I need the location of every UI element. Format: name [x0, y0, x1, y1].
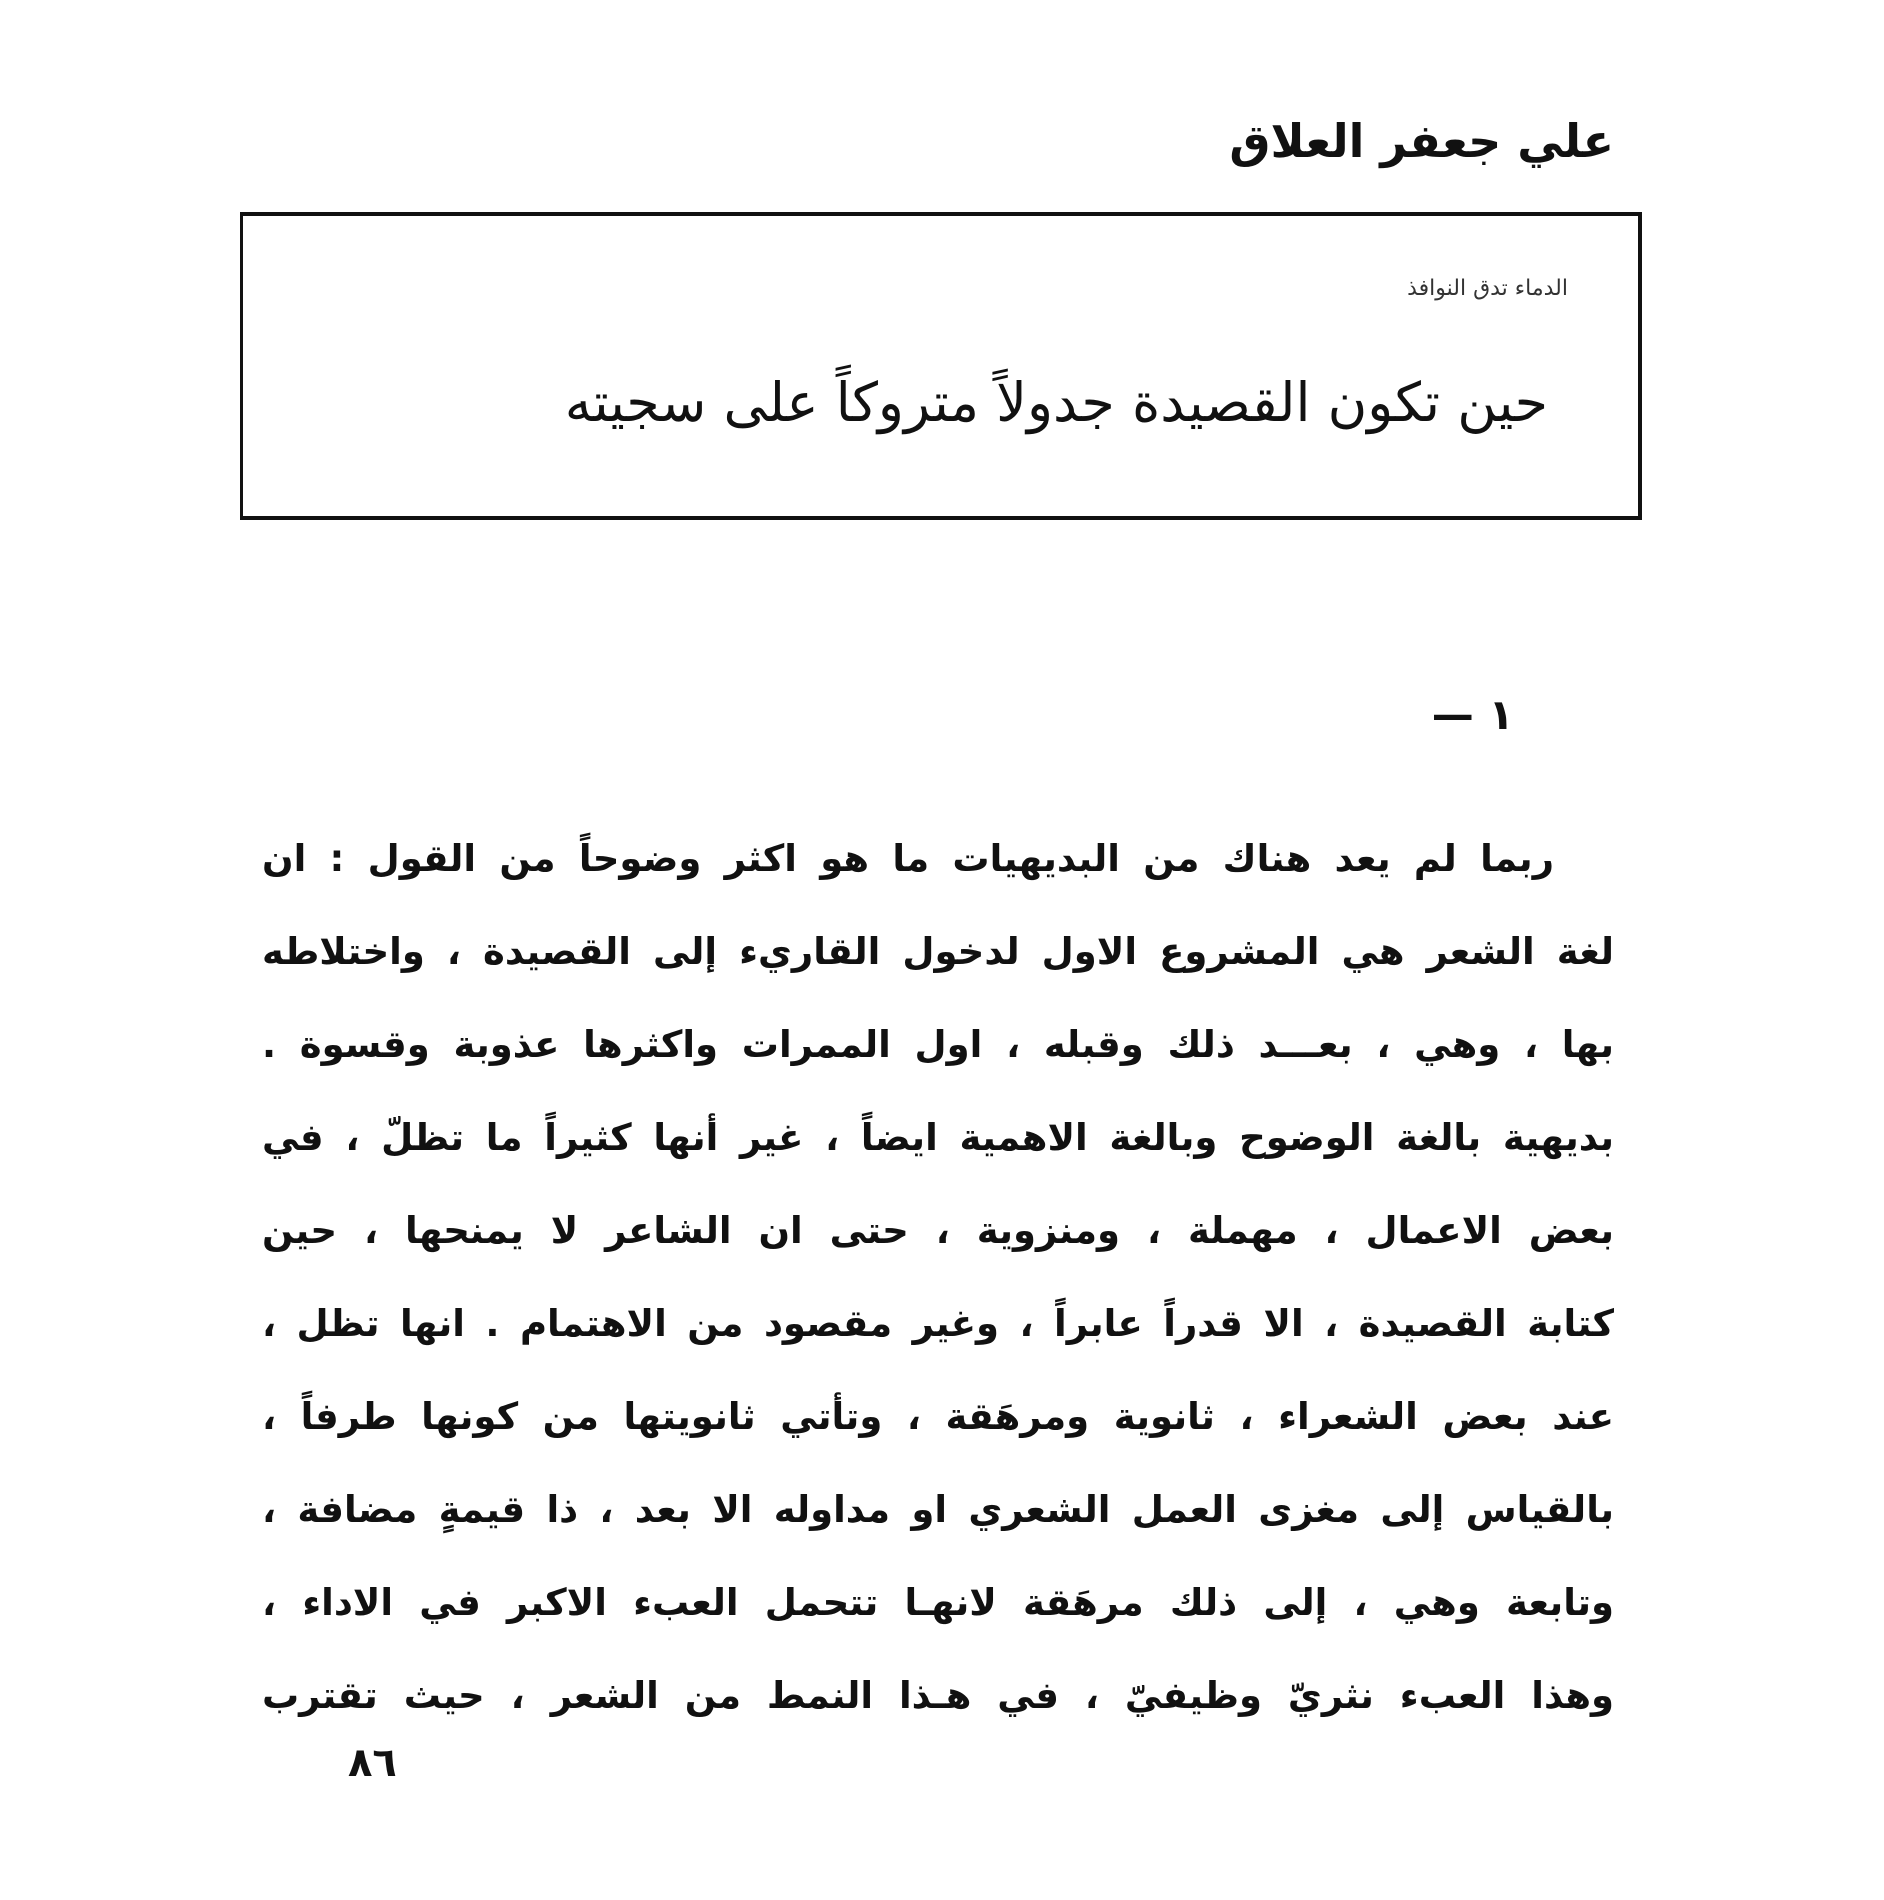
section-number: ١ — [1431, 690, 1514, 739]
page-number: ٨٦ [348, 1740, 397, 1786]
text-line: وتابعة وهي ، إلى ذلك مرهَقة لانهـا تتحمل العبء الاكبر في الاداء ، [262, 1581, 1614, 1624]
body-paragraph [262, 812, 1614, 1742]
text-line: عند بعض الشعراء ، ثانوية ومرهَقة ، وتأتي ثانويتها من كونها طرفاً ، [262, 1395, 1614, 1438]
text-line: وهذا العبء نثريّ وظيفيّ ، في هـذا النمط من الشعر ، حيث تقترب [262, 1674, 1614, 1717]
text-line: بالقياس إلى مغزى العمل الشعري او مداوله الا بعد ، ذا قيمةٍ مضافة ، [262, 1488, 1614, 1531]
text-line: ربما لم يعد هناك من البديهيات ما هو اكثر وضوحاً من القول : ان [262, 837, 1554, 880]
text-line: بديهية بالغة الوضوح وبالغة الاهمية ايضاً ، غير أنها كثيراً ما تظلّ ، في [262, 1116, 1614, 1159]
title-box [240, 212, 1642, 520]
collection-subtitle: الدماء تدق النوافذ [1407, 276, 1568, 301]
text-line: بها ، وهي ، بعـــد ذلك وقبله ، اول الممرات واكثرها عذوبة وقسوة . [262, 1023, 1614, 1066]
text-line: لغة الشعر هي المشروع الاول لدخول القاريء إلى القصيدة ، واختلاطه [262, 930, 1614, 973]
text-line: بعض الاعمال ، مهملة ، ومنزوية ، حتى ان الشاعر لا يمنحها ، حين [262, 1209, 1614, 1252]
chapter-title: حين تكون القصيدة جدولاً متروكاً على سجيته [564, 371, 1548, 434]
text-line: كتابة القصيدة ، الا قدراً عابراً ، وغير مقصود من الاهتمام . انها تظل ، [262, 1302, 1614, 1345]
running-header-author: علي جعفر العلاق [1229, 114, 1614, 168]
